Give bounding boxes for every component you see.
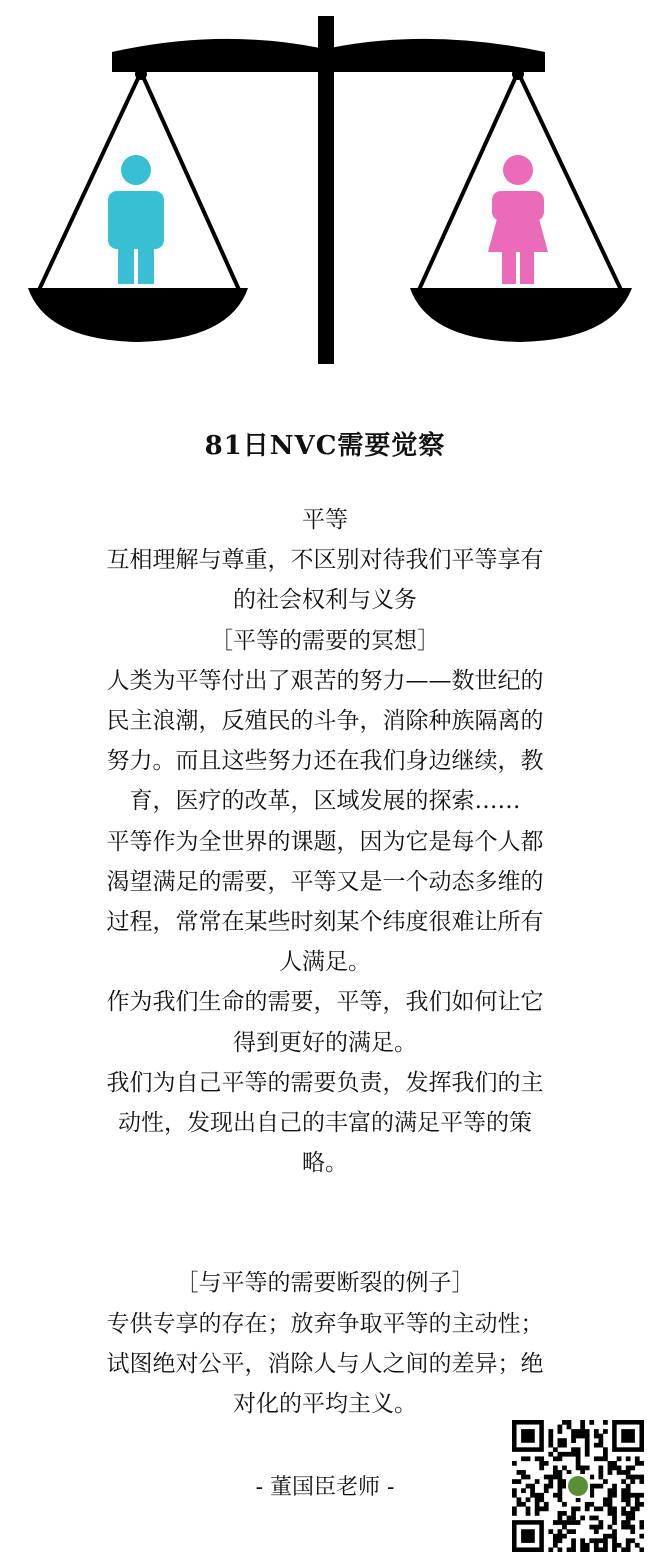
male-figure-icon <box>108 155 164 284</box>
article-body <box>85 500 565 1424</box>
balance-scale-illustration <box>0 0 650 370</box>
definition-line: 的社会权利与义务 <box>233 587 417 614</box>
need-name: 平等 <box>302 507 348 533</box>
meditation-line: 我们为自己平等的需要负责，发挥我们的主 <box>106 1069 544 1096</box>
disconnect-line: 试图绝对公平，消除人与人之间的差异；绝 <box>106 1350 544 1377</box>
qr-code-icon <box>512 1420 644 1552</box>
meditation-line: 动性，发现出自己的丰富的满足平等的策 <box>118 1110 532 1137</box>
female-figure-icon <box>488 155 548 284</box>
meditation-line: 过程，常常在某些时刻某个纬度很难让所有 <box>106 909 544 936</box>
author-signature: - 董国臣老师 - <box>255 1475 395 1500</box>
left-pan <box>28 288 248 342</box>
disconnect-heading: ［与平等的需要断裂的例子］ <box>175 1270 475 1297</box>
disconnect-line: 专供专享的存在；放弃争取平等的主动性； <box>106 1310 544 1337</box>
meditation-line: 努力。而且这些努力还在我们身边继续，教 <box>106 748 544 775</box>
disconnect-line: 对化的平均主义。 <box>233 1391 417 1418</box>
meditation-heading: ［平等的需要的冥想］ <box>210 627 440 654</box>
meditation-line: 民主浪潮，反殖民的斗争，消除种族隔离的 <box>106 708 544 735</box>
meditation-line: 渴望满足的需要，平等又是一个动态多维的 <box>106 868 544 895</box>
meditation-line: 育，医疗的改革，区域发展的探索…… <box>129 788 521 815</box>
meditation-line: 略。 <box>302 1150 348 1177</box>
meditation-line: 作为我们生命的需要，平等，我们如何让它 <box>106 989 544 1016</box>
meditation-line: 人满足。 <box>279 949 371 976</box>
meditation-line: 平等作为全世界的课题，因为它是每个人都 <box>106 828 544 855</box>
meditation-line: 得到更好的满足。 <box>233 1029 417 1056</box>
section-spacer <box>85 1183 565 1263</box>
definition-line: 互相理解与尊重，不区别对待我们平等享有 <box>106 547 544 574</box>
right-pan <box>410 288 632 342</box>
header-title: 81日NVC需要觉察 <box>204 431 446 461</box>
meditation-line: 人类为平等付出了艰苦的努力——数世纪的 <box>106 667 544 694</box>
